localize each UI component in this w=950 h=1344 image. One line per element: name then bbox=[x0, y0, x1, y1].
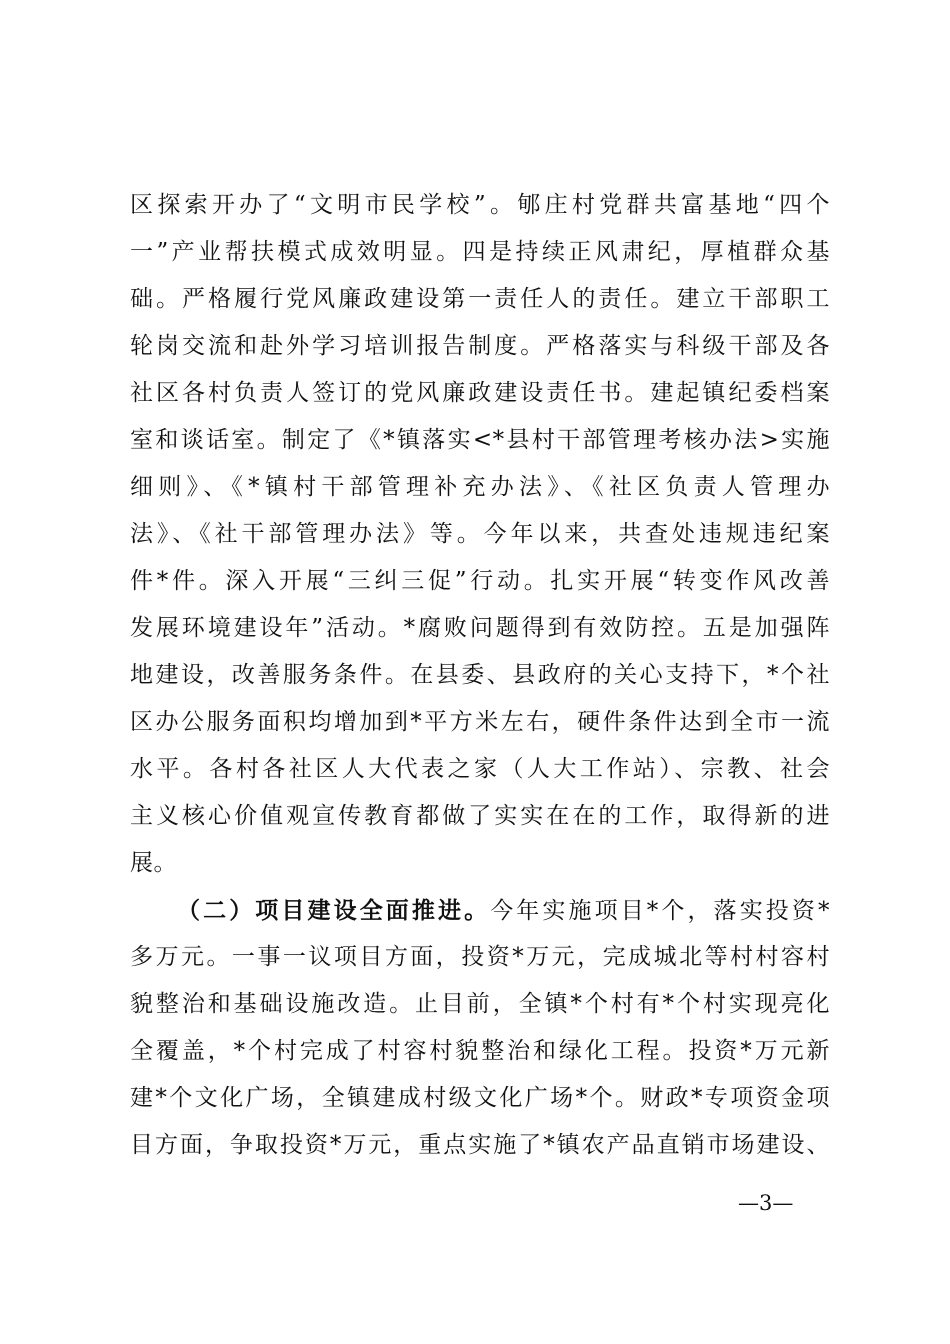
text-line: 貌整治和基础设施改造。止目前，全镇*个村有*个村实现亮化 bbox=[130, 991, 830, 1017]
text-line: 室和谈话室。制定了《*镇落实<*县村干部管理考核办法>实施 bbox=[130, 427, 830, 453]
text-line: 全覆盖，*个村完成了村容村貌整治和绿化工程。投资*万元新 bbox=[130, 1038, 830, 1064]
text-line: 多万元。一事一议项目方面，投资*万元，完成城北等村村容村 bbox=[130, 944, 830, 970]
text-line: 建*个文化广场，全镇建成村级文化广场*个。财政*专项资金项 bbox=[130, 1085, 830, 1111]
paragraph-party-building bbox=[130, 182, 830, 887]
text-line: 础。严格履行党风廉政建设第一责任人的责任。建立干部职工 bbox=[130, 286, 830, 312]
text-line: 展。 bbox=[130, 850, 177, 876]
text-line: 地建设，改善服务条件。在县委、县政府的关心支持下，*个社 bbox=[130, 662, 830, 688]
text-line bbox=[130, 887, 830, 934]
text-line: 一”产业帮扶模式成效明显。四是持续正风肃纪，厚植群众基 bbox=[130, 239, 830, 265]
text-line: 法》、《社干部管理办法》等。今年以来，共查处违规违纪案 bbox=[130, 521, 830, 547]
text-line: 社区各村负责人签订的党风廉政建设责任书。建起镇纪委档案 bbox=[130, 380, 830, 406]
section-heading: （二）项目建设全面推进。 bbox=[177, 897, 491, 924]
text-line: 区探索开办了“文明市民学校”。郇庄村党群共富基地“四个 bbox=[130, 192, 830, 218]
text-line: 发展环境建设年”活动。*腐败问题得到有效防控。五是加强阵 bbox=[130, 615, 830, 641]
text-line: 件*件。深入开展“三纠三促”行动。扎实开展“转变作风改善 bbox=[130, 568, 830, 594]
body-text bbox=[130, 182, 830, 1169]
text-line: 轮岗交流和赴外学习培训报告制度。严格落实与科级干部及各 bbox=[130, 333, 830, 359]
page-number: —3— bbox=[738, 1191, 794, 1215]
heading-line-rest: 今年实施项目*个，落实投资* bbox=[490, 898, 830, 924]
text-line: 目方面，争取投资*万元，重点实施了*镇农产品直销市场建设、 bbox=[130, 1132, 830, 1158]
text-line: 水平。各村各社区人大代表之家（人大工作站）、宗教、社会 bbox=[130, 756, 830, 782]
text-line: 主义核心价值观宣传教育都做了实实在在的工作，取得新的进 bbox=[130, 803, 830, 829]
text-line: 细则》、《*镇村干部管理补充办法》、《社区负责人管理办 bbox=[130, 474, 830, 500]
paragraph-project-construction bbox=[130, 887, 830, 1169]
text-line: 区办公服务面积均增加到*平方米左右，硬件条件达到全市一流 bbox=[130, 709, 830, 735]
